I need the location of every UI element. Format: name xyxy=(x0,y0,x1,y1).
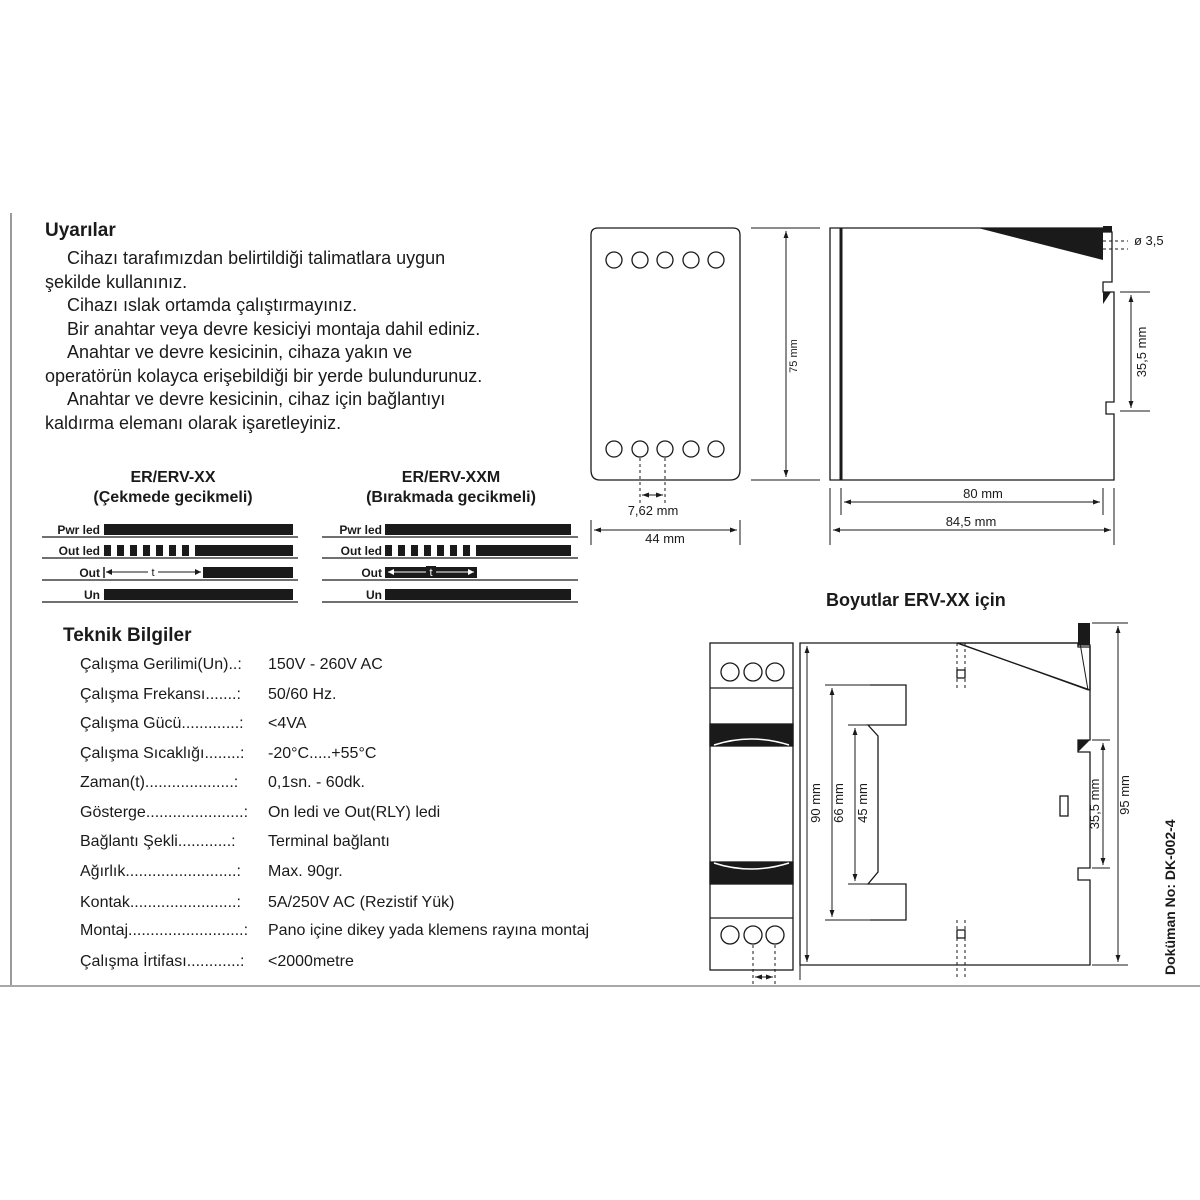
specs-title: Teknik Bilgiler xyxy=(63,625,192,646)
signal-label: Un xyxy=(84,588,100,602)
dim-label-rail-bottom: 35,5 mm xyxy=(1087,778,1102,830)
timing-mode-title-2: ER/ERV-XXM (Bırakmada gecikmeli) xyxy=(366,469,536,506)
dim-label-hole: ø 3,5 xyxy=(1134,233,1164,248)
spec-value: 150V - 260V AC xyxy=(268,656,383,673)
t-label: t xyxy=(151,567,155,579)
spec-value: -20°C.....+55°C xyxy=(268,745,377,762)
dim-label-95mm: 95 mm xyxy=(1117,775,1132,815)
spec-value: <4VA xyxy=(268,715,307,732)
document-number: Doküman No: DK-002-4 xyxy=(1162,819,1178,975)
timing-mode-title-1: ER/ERV-XX (Çekmede gecikmeli) xyxy=(93,469,253,506)
spec-value: Terminal bağlantı xyxy=(268,833,390,850)
spec-value: 0,1sn. - 60dk. xyxy=(268,774,365,791)
spec-label: Çalışma Sıcaklığı........: xyxy=(80,745,245,762)
spec-value: <2000metre xyxy=(268,953,354,970)
spec-label: Kontak........................: xyxy=(80,894,241,911)
spec-label: Bağlantı Şekli............: xyxy=(80,833,236,850)
warning-line: Anahtar ve devre kesicinin, cihaz için bağlantıyı xyxy=(67,389,446,409)
dimensions-title: Boyutlar ERV-XX için xyxy=(826,590,1006,610)
dim-label-90mm: 90 mm xyxy=(808,783,823,823)
spec-label: Çalışma Gerilimi(Un)..: xyxy=(80,656,242,673)
spec-value: 5A/250V AC (Rezistif Yük) xyxy=(268,894,455,911)
signal-label: Out led xyxy=(58,544,100,558)
signal-label: Un xyxy=(366,588,382,602)
signal-label: Out led xyxy=(340,544,382,558)
side-view-erv xyxy=(800,623,1128,980)
spec-value: On ledi ve Out(RLY) ledi xyxy=(268,804,441,821)
spec-label: Zaman(t)....................: xyxy=(80,774,239,791)
t-label: t xyxy=(429,567,433,579)
dim-label-84mm: 84,5 mm xyxy=(945,514,997,529)
spec-label: Ağırlık.........................: xyxy=(80,863,241,880)
spec-value: Max. 90gr. xyxy=(268,863,343,880)
dim-label-45mm: 45 mm xyxy=(855,783,870,823)
dim-label-rail-top: 35,5 mm xyxy=(1134,326,1149,378)
dim-label-44mm: 44 mm xyxy=(645,531,685,546)
front-view-erv xyxy=(710,643,793,985)
spec-label: Gösterge......................: xyxy=(80,804,249,821)
warning-line: operatörün kolayca erişebildiği bir yerde bulundurunuz. xyxy=(45,365,483,386)
warning-line: kaldırma elemanı olarak işaretleyiniz. xyxy=(45,412,342,433)
warning-line: Bir anahtar veya devre kesiciyi montaja dahil ediniz. xyxy=(67,318,481,339)
warning-line: şekilde kullanınız. xyxy=(45,271,188,292)
warning-line: Anahtar ve devre kesicinin, cihaza yakın ve xyxy=(67,342,413,362)
spec-label: Montaj..........................: xyxy=(80,922,249,939)
signal-label: Pwr led xyxy=(339,523,382,537)
spec-value: 50/60 Hz. xyxy=(268,686,337,703)
front-view xyxy=(591,228,820,545)
dim-label-75mm: 75 mm xyxy=(788,339,800,373)
signal-label: Out xyxy=(79,566,100,580)
dim-label-pitch: 7,62 mm xyxy=(627,503,679,518)
spec-label: Çalışma İrtifası............: xyxy=(80,953,245,970)
signal-label: Out xyxy=(361,566,382,580)
dim-label-80mm: 80 mm xyxy=(963,486,1003,501)
signal-label: Pwr led xyxy=(57,523,100,537)
spec-label: Çalışma Frekansı.......: xyxy=(80,686,241,703)
dim-label-66mm: 66 mm xyxy=(831,783,846,823)
warning-line: Cihazı ıslak ortamda çalıştırmayınız. xyxy=(67,295,358,315)
warning-line: Cihazı tarafımızdan belirtildiği talimatlara uygun xyxy=(67,248,446,268)
spec-label: Çalışma Gücü.............: xyxy=(80,715,244,732)
warnings-title: Uyarılar xyxy=(45,220,116,241)
spec-value: Pano içine dikey yada klemens rayına montaj xyxy=(268,922,590,939)
